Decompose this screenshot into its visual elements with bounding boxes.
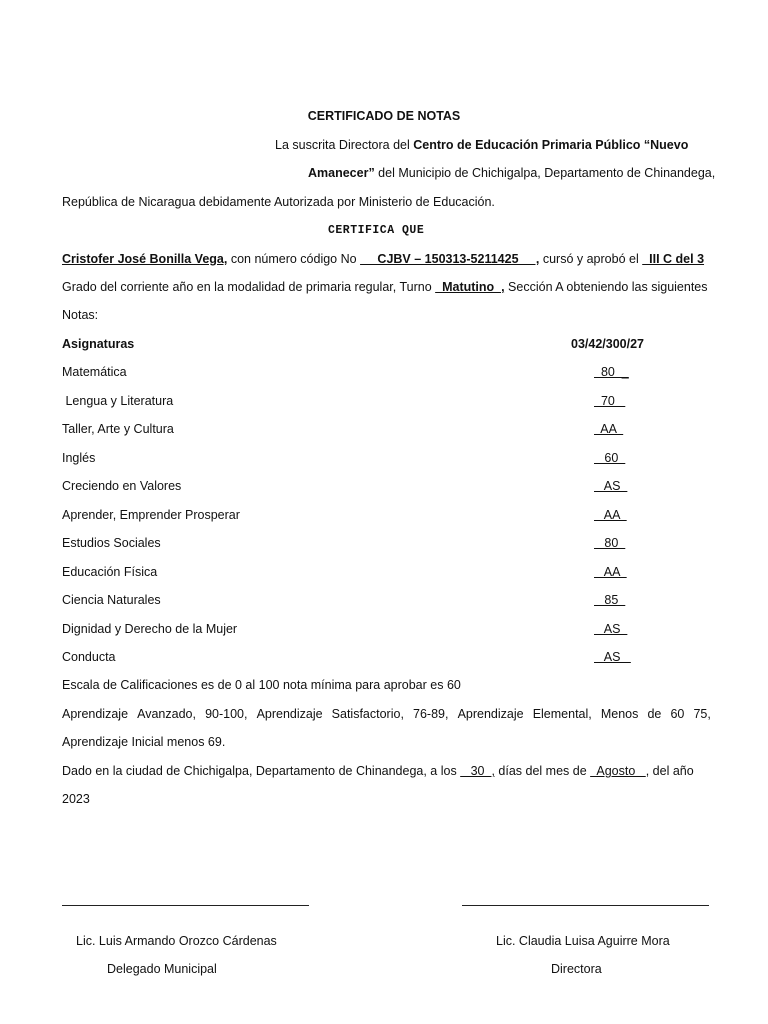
subject-grade: AS (594, 650, 631, 664)
scale-word: 90-100, (205, 707, 248, 721)
notes-label: Notas: (62, 308, 99, 322)
intro-text: La suscrita Directora del (275, 138, 414, 152)
code-label: con número código No (227, 252, 361, 266)
scale-line-1: Escala de Calificaciones es de 0 al 100 nota mínima para aprobar es 60 (62, 678, 461, 692)
subject-name: Taller, Arte y Cultura (62, 422, 174, 436)
intro-text: del Municipio de Chichigalpa, Departamento de Chinandega, (374, 166, 716, 180)
certifica-heading: CERTIFICA QUE (328, 224, 425, 237)
student-line-1 (62, 252, 704, 266)
closing-year: 2023 (62, 792, 90, 806)
subject-name: Dignidad y Derecho de la Mujer (62, 622, 238, 636)
student-name: Cristofer José Bonilla Vega, (62, 252, 228, 266)
subject-grade: AA (594, 565, 627, 579)
subjects-header: Asignaturas (62, 337, 135, 351)
shift-value: Matutino , (435, 280, 505, 294)
closing-line (62, 764, 694, 778)
document-title: CERTIFICADO DE NOTAS (307, 109, 461, 123)
subject-name: Ciencia Naturales (62, 593, 161, 607)
scale-line-2 (62, 707, 711, 721)
subject-name: Lengua y Literatura (62, 394, 174, 408)
scale-word: Elemental, (532, 707, 592, 721)
scale-word: de (647, 707, 662, 721)
subject-name: Creciendo en Valores (62, 479, 182, 493)
scale-word: Aprendizaje (256, 707, 323, 721)
right-signatory-name: Lic. Claudia Luisa Aguirre Mora (496, 934, 670, 948)
subject-grade: 60 (594, 451, 626, 465)
subject-grade: AS (594, 622, 628, 636)
subject-grade: AA (594, 508, 627, 522)
subject-name: Inglés (62, 451, 96, 465)
right-signature-line (462, 905, 709, 906)
scale-word: Avanzado, (137, 707, 196, 721)
subject-grade: 80 (594, 536, 626, 550)
subject-name: Aprender, Emprender Prosperar (62, 508, 240, 522)
subject-name: Estudios Sociales (62, 536, 161, 550)
right-signatory-title: Directora (551, 962, 602, 976)
code-header: 03/42/300/27 (571, 337, 644, 351)
subject-grade: 70 (594, 394, 626, 408)
section-text: Sección A obteniendo las siguientes (504, 280, 708, 294)
scale-word: Aprendizaje (62, 707, 129, 721)
modality-text: Grado del corriente año en la modalidad de primaria regular, Turno (62, 280, 436, 294)
student-line-2 (62, 280, 708, 294)
subject-name: Conducta (62, 650, 116, 664)
intro-line-1 (275, 138, 688, 152)
subject-grade: 85 (594, 593, 626, 607)
subject-grade: AS (594, 479, 628, 493)
left-signatory-title: Delegado Municipal (107, 962, 217, 976)
school-name-continued: Amanecer” (308, 166, 375, 180)
intro-line-2 (308, 166, 715, 180)
scale-line-3: Aprendizaje Inicial menos 69. (62, 735, 226, 749)
scale-word: Menos (600, 707, 639, 721)
closing-text: Dado en la ciudad de Chichigalpa, Departamento de Chinandega, a los (62, 764, 461, 778)
subject-name: Educación Física (62, 565, 158, 579)
closing-text: , del año (645, 764, 694, 778)
left-signature-line (62, 905, 309, 906)
scale-word: Satisfactorio, (331, 707, 404, 721)
closing-text: días del mes de (494, 764, 591, 778)
subject-name: Matemática (62, 365, 127, 379)
intro-line-3: República de Nicaragua debidamente Autorizada por Ministerio de Educación. (62, 195, 495, 209)
subject-grade: 80 _ (594, 365, 629, 379)
closing-day: 30 , (460, 764, 495, 778)
student-code: CJBV – 150313-5211425 , (360, 252, 540, 266)
scale-word: 60 (670, 707, 685, 721)
scale-word: Aprendizaje (457, 707, 524, 721)
scale-word: 76-89, (413, 707, 449, 721)
approved-label: cursó y aprobó el (539, 252, 643, 266)
left-signatory-name: Lic. Luis Armando Orozco Cárdenas (76, 934, 277, 948)
school-name: Centro de Educación Primaria Público “Nuevo (413, 138, 689, 152)
student-grade-level: III C del 3 (642, 252, 705, 266)
closing-month: Agosto (590, 764, 646, 778)
subject-grade: AA (594, 422, 624, 436)
scale-word: 75, (693, 707, 711, 721)
